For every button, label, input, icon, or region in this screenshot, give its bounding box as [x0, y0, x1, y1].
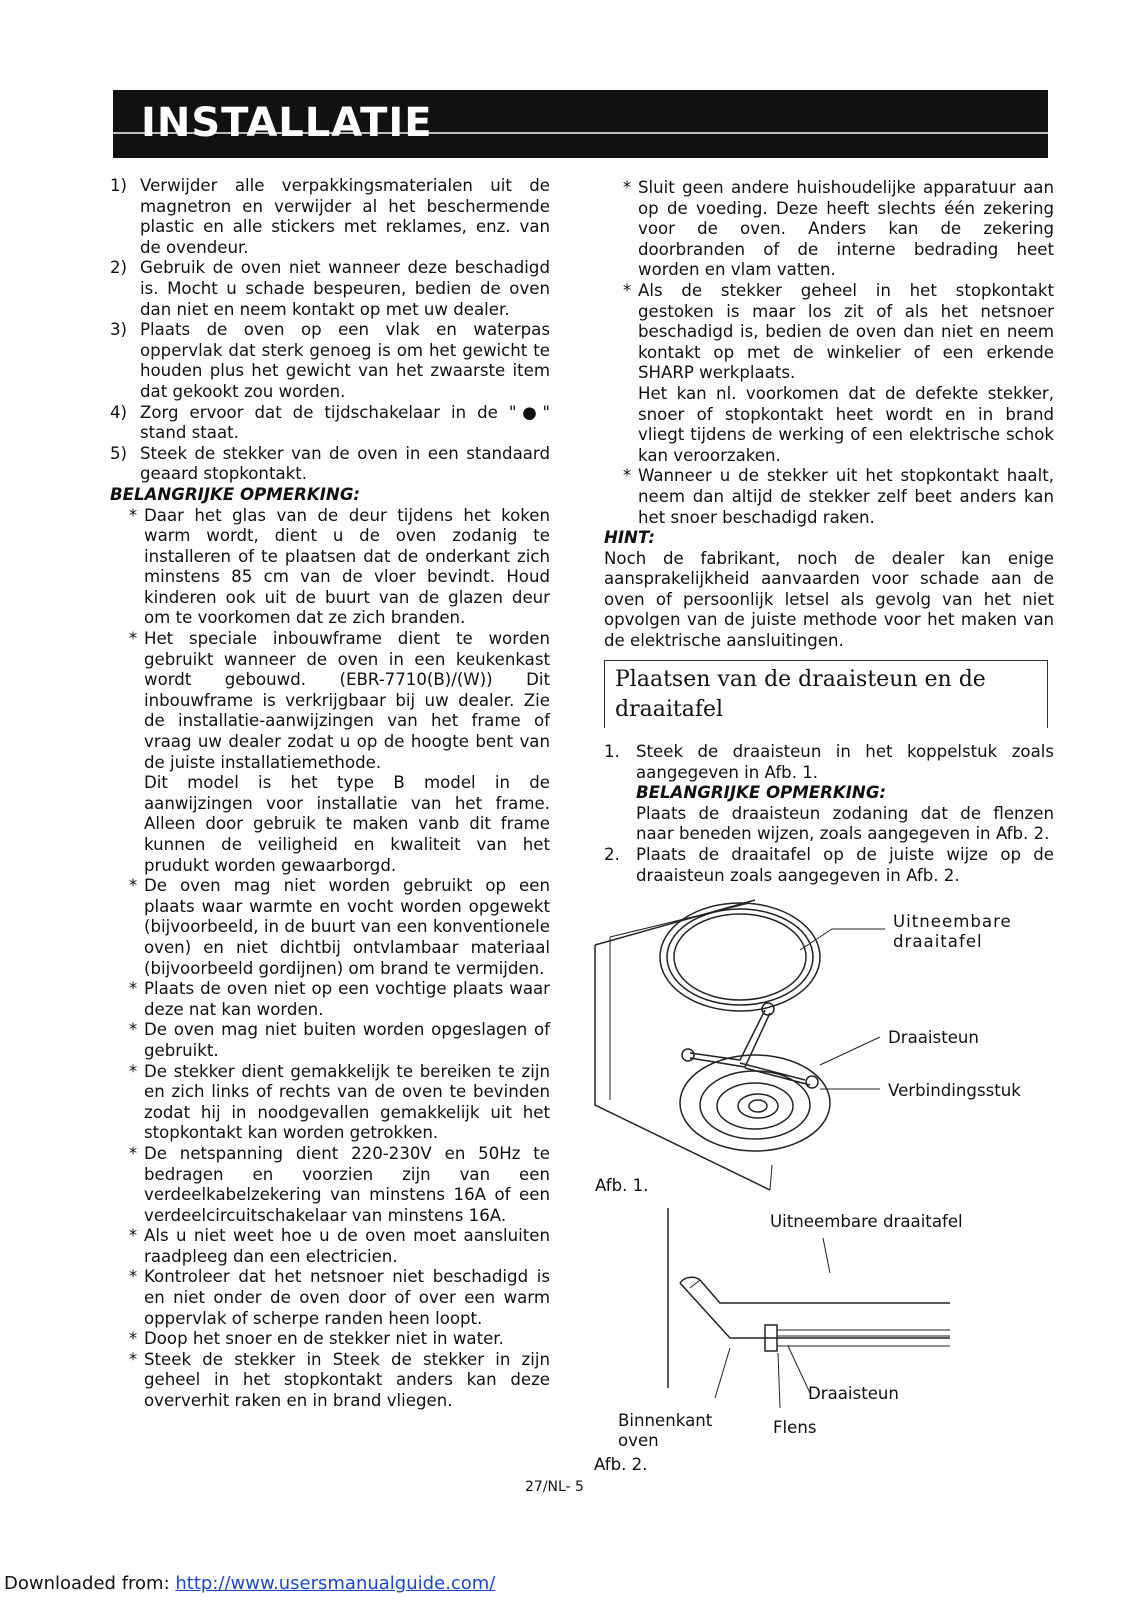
subheading: BELANGRIJKE OPMERKING:	[110, 484, 361, 504]
step-extra: Plaats de draaisteun zodaning dat de flenzen naar beneden wijzen, zoals aangegeven in Afb. 2.	[636, 803, 1054, 844]
bullet-item: * Plaats de oven niet op een vochtige plaats waar deze nat kan worden.	[128, 979, 550, 1019]
bullet-item: * Daar het glas van de deur tijdens het koken warm wordt, dient u de oven zodanig te installeren of te plaatsen dat de onderkant zich minstens 85 cm van de vloer bevindt. Houd kinderen ook uit de buurt van de glazen deur om te voorkomen dat ze zich branden.	[128, 505, 550, 628]
figure-2-flange-label: Flens	[773, 1418, 817, 1437]
bullet-text: Het speciale inbouwframe dient te worden gebruikt wanneer de oven in een keukenkast wordt gebouwd. (EBR-7710(B)/(W)) Dit inbouwframe is verkrijgbaar bij uw dealer. Zie de installatie-aanwijzingen van het frame of vraag uw dealer zodat u op de hoogte bent van de juiste installatiemethode.	[144, 629, 550, 772]
item-text: Zorg ervoor dat de tijdschakelaar in de "●" stand staat.	[140, 402, 550, 443]
bullet-text: Kontroleer dat het netsnoer niet beschadigd is en niet onder de oven door of over een warm oppervlak of scherpe randen heen loopt.	[144, 1267, 550, 1328]
bullet-text: Als de stekker geheel in het stopkontakt gestoken is maar los zit of als het netsnoer beschadigd is, bedien de oven dan niet en neem kontakt op met de winkelier of een erkende SHARP werkplaats.	[638, 280, 1054, 383]
figure-2-caption: Afb. 2.	[594, 1455, 648, 1474]
item-text: Gebruik de oven niet wanneer deze beschadigd is. Mocht u schade bespeuren, bedien de oven dan niet en neem kontakt op met uw dealer.	[140, 258, 550, 319]
bullet-item: * Als de stekker geheel in het stopkontakt gestoken is maar los zit of als het netsnoer beschadigd is, bedien de oven dan niet en neem kontakt op met de winkelier of een erkende SHARP werkplaats. Het kan nl. voorkomen dat de defekte stekker, snoer of stopkontakt heet wordt en in brand vliegt tijdens de werking of een elektrische schok kan veroorzaken.	[622, 280, 1054, 465]
bullet-text: Daar het glas van de deur tijdens het koken warm wordt, dient u de oven zodanig te installeren of te plaatsen dat de onderkant zich minstens 85 cm van de vloer bevindt. Houd kinderen ook uit de buurt van de glazen deur om te voorkomen dat ze zich branden.	[144, 505, 550, 628]
list-item	[110, 444, 550, 485]
footer	[4, 1573, 495, 1594]
bullet-text: Doop het snoer en de stekker niet in water.	[144, 1329, 504, 1349]
page-number: 27/NL- 5	[525, 1479, 584, 1495]
bullet-item: * De oven mag niet buiten worden opgeslagen of gebruikt.	[128, 1020, 550, 1060]
bullet-item: * De oven mag niet worden gebruikt op een plaats waar warmte en vocht worden opgewekt (bijvoorbeeld, in de buurt van een konventionele oven) en niet dichtbij ontvlambaar materiaal (bijvoorbeeld gordijnen) om brand te vermijden.	[128, 876, 550, 978]
bullet-text: Als u niet weet hoe u de oven moet aansluiten raadpleeg dan een electricien.	[144, 1226, 550, 1266]
figure-1-illustration	[590, 895, 890, 1195]
hint-body: Noch de fabrikant, noch de dealer kan enige aansprakelijkheid aanvaarden voor schade aan de oven of persoonlijk letsel als gevolg van het niet opvolgen van de juiste methode voor het maken van de elektrische aansluitingen.	[604, 548, 1054, 651]
bullet-item: * Als u niet weet hoe u de oven moet aansluiten raadpleeg dan een electricien.	[128, 1226, 550, 1266]
left-column	[110, 176, 550, 1412]
footer-link[interactable]: http://www.usersmanualguide.com/	[175, 1573, 496, 1594]
step-item	[604, 742, 1054, 845]
item-number: 3)	[110, 320, 128, 340]
bullet-text: Steek de stekker in Steek de stekker in zijn geheel in het stopkontakt anders kan deze oververhit raken en in brand vliegen.	[144, 1349, 550, 1411]
item-text: Verwijder alle verpakkingsmaterialen uit de magnetron en verwijder al het beschermende plastic en alle stickers met reklames, enz. van de ovendeur.	[140, 176, 550, 257]
bullet-item: * Sluit geen andere huishoudelijke apparatuur aan op de voeding. Deze heeft slechts één zekering voor de oven. Anders kan de zekering doorbranden of de interne bedrading heet worden en vlam vatten.	[622, 178, 1054, 280]
step-text: Steek de draaisteun in het koppelstuk zoals aangegeven in Afb. 1.	[636, 742, 1054, 782]
bullet-text: De netspanning dient 220-230V en 50Hz te bedragen en voorzien zijn van een verdeelkabelzekering van minstens 16A of een verdeelcircuitschakelaar van minstens 16A.	[144, 1143, 550, 1225]
figure-2-turntable-label: Uitneembare draaitafel	[770, 1212, 963, 1231]
figure-1-turntable-label: Uitneembare draaitafel	[893, 912, 1012, 951]
figure-1-coupling-label: Verbindingsstuk	[888, 1081, 1021, 1100]
footer-prefix: Downloaded from:	[4, 1573, 176, 1594]
item-number: 1)	[110, 176, 128, 195]
item-number: 2)	[110, 258, 128, 278]
list-item	[110, 403, 550, 444]
bullet-item: * Het speciale inbouwframe dient te worden gebruikt wanneer de oven in een keukenkast wordt gebouwd. (EBR-7710(B)/(W)) Dit inbouwframe is verkrijgbaar bij uw dealer. Zie de installatie-aanwijzingen van het frame of vraag uw dealer zodat u op de hoogte bent van de juiste installatiemethode. Dit model is het type B model in de aanwijzingen voor installatie van het frame. Alleen door gebruik te maken vanb dit frame kunnen de veiligheid en kwaliteit van het prudukt worden gewaarborgd.	[128, 629, 550, 875]
list-item	[110, 176, 550, 258]
step-text: Plaats de draaitafel op de juiste wijze op de draaisteun zoals aangegeven in Afb. 2.	[636, 844, 1054, 885]
bullet-item: * Wanneer u de stekker uit het stopkontakt haalt, neem dan altijd de stekker zelf beet anders kan het snoer beschadigd raken.	[622, 466, 1054, 527]
bullet-item: * Doop het snoer en de stekker niet in water.	[110, 1329, 550, 1350]
step-number: 2.	[604, 844, 620, 864]
bullet-text: De oven mag niet worden gebruikt op een plaats waar warmte en vocht worden opgewekt (bijvoorbeeld, in de buurt van een konventionele oven) en niet dichtbij ontvlambaar materiaal (bijvoorbeeld gordijnen) om brand te vermijden.	[144, 876, 550, 978]
bullet-text-extra: Het kan nl. voorkomen dat de defekte stekker, snoer of stopkontakt heet wordt en in brand vliegt tijdens de werking of een elektrische schok kan veroorzaken.	[638, 383, 1054, 465]
list-item	[110, 320, 550, 402]
header-bar	[113, 90, 1048, 158]
bullet-text: Sluit geen andere huishoudelijke apparatuur aan op de voeding. Deze heeft slechts één zekering voor de oven. Anders kan de zekering doorbranden of de interne bedrading heet worden en vlam vatten.	[638, 178, 1054, 280]
item-number: 4)	[110, 402, 128, 422]
bullet-item: * De netspanning dient 220-230V en 50Hz te bedragen en voorzien zijn van een verdeelkabelzekering van minstens 16A of een verdeelcircuitschakelaar van minstens 16A.	[128, 1143, 550, 1225]
item-text: Plaats de oven op een vlak en waterpas oppervlak dat sterk genoeg is om het gewicht te houden plus het gewicht van het zwaarste item dat gekookt zou worden.	[140, 320, 550, 401]
hint-heading: HINT:	[604, 528, 655, 548]
step-item	[604, 845, 1054, 886]
figure-2-inside-label: Binnenkant oven	[618, 1411, 713, 1450]
steps-list	[604, 742, 1054, 886]
section-title-box	[604, 660, 1048, 728]
page-title: INSTALLATIE	[141, 100, 433, 146]
step-subheading: BELANGRIJKE OPMERKING:	[636, 783, 887, 803]
figure-2-support-label: Draaisteun	[808, 1384, 899, 1403]
figure-1-support-label: Draaisteun	[888, 1028, 979, 1047]
right-column	[604, 178, 1054, 652]
bullet-item: * Steek de stekker in Steek de stekker in zijn geheel in het stopkontakt anders kan deze oververhit raken en in brand vliegen.	[128, 1349, 550, 1411]
figure-1-caption: Afb. 1.	[595, 1176, 649, 1195]
step-number: 1.	[604, 742, 620, 761]
item-text: Steek de stekker van de oven in een standaard geaard stopkontakt.	[140, 443, 550, 484]
bullet-text: Wanneer u de stekker uit het stopkontakt haalt, neem dan altijd de stekker zelf beet anders kan het snoer beschadigd raken.	[638, 466, 1054, 527]
bullet-item: * Kontroleer dat het netsnoer niet beschadigd is en niet onder de oven door of over een warm oppervlak of scherpe randen heen loopt.	[128, 1267, 550, 1328]
bullet-text: De stekker dient gemakkelijk te bereiken te zijn en zich links of rechts van de oven te bevinden zodat hij in noodgevallen gemakkelijk uit het stopkontakt kan worden getrokken.	[144, 1061, 550, 1143]
section-title: Plaatsen van de draaisteun en de draaitafel	[615, 667, 986, 722]
bullet-item: * De stekker dient gemakkelijk te bereiken te zijn en zich links of rechts van de oven te bevinden zodat hij in noodgevallen gemakkelijk uit het stopkontakt kan worden getrokken.	[128, 1061, 550, 1143]
list-item	[110, 258, 550, 320]
bullet-text-extra: Dit model is het type B model in de aanwijzingen voor installatie van het frame. Alleen door gebruik te maken vanb dit frame kunnen de veiligheid en kwaliteit van het prudukt worden gewaarborgd.	[144, 773, 550, 875]
bullet-text: Plaats de oven niet op een vochtige plaats waar deze nat kan worden.	[144, 979, 550, 1019]
item-number: 5)	[110, 443, 128, 463]
bullet-text: De oven mag niet buiten worden opgeslagen of gebruikt.	[144, 1020, 550, 1060]
